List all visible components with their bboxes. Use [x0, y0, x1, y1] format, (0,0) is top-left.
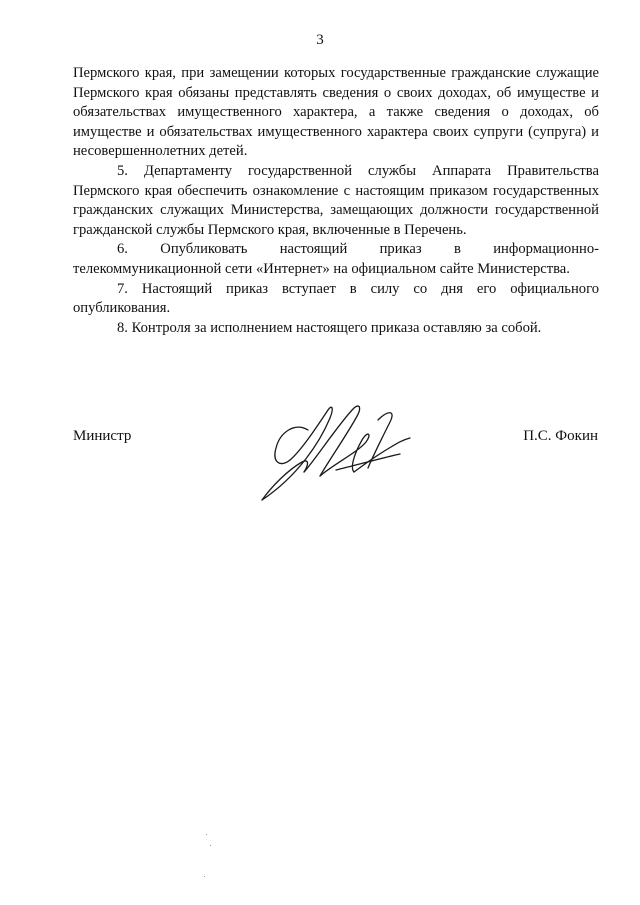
- paragraph-item-7: 7. Настоящий приказ вступает в силу со дня его официального опубликования.: [73, 280, 599, 317]
- scan-artifact: [210, 845, 211, 846]
- page-number: 3: [316, 32, 324, 48]
- scan-artifact: [204, 876, 205, 877]
- scan-artifact: [206, 834, 207, 835]
- paragraph-item-8: 8. Контроля за исполнением настоящего приказа оставляю за собой.: [117, 319, 542, 336]
- paragraph-item-5: 5. Департаменту государственной службы Аппарата Правительства Пермского края обеспечить ознакомление с настоящим приказом государственных гражданских служащих Министерства, замещающих должности государственной гражданской службы Пермского края, включенные в Перечень.: [73, 162, 599, 238]
- paragraph-item-6: 6. Опубликовать настоящий приказ в информационно-телекоммуникационной сети «Интернет» на официальном сайте Министерства.: [73, 241, 599, 277]
- signatory-name: П.С. Фокин: [523, 428, 598, 444]
- handwritten-signature-icon: [250, 400, 420, 510]
- paragraph-continuation: Пермского края, при замещении которых государственные гражданские служащие Пермского края обязаны представлять сведения о своих доходах, об имуществе и обязательствах имущественного характера, а также сведения о доходах, об имуществе и обязательствах имущественного характера своих супруги (супруга) и несовершеннолетних детей.: [73, 65, 599, 160]
- document-body: [73, 64, 599, 338]
- signatory-position: Министр: [73, 428, 132, 444]
